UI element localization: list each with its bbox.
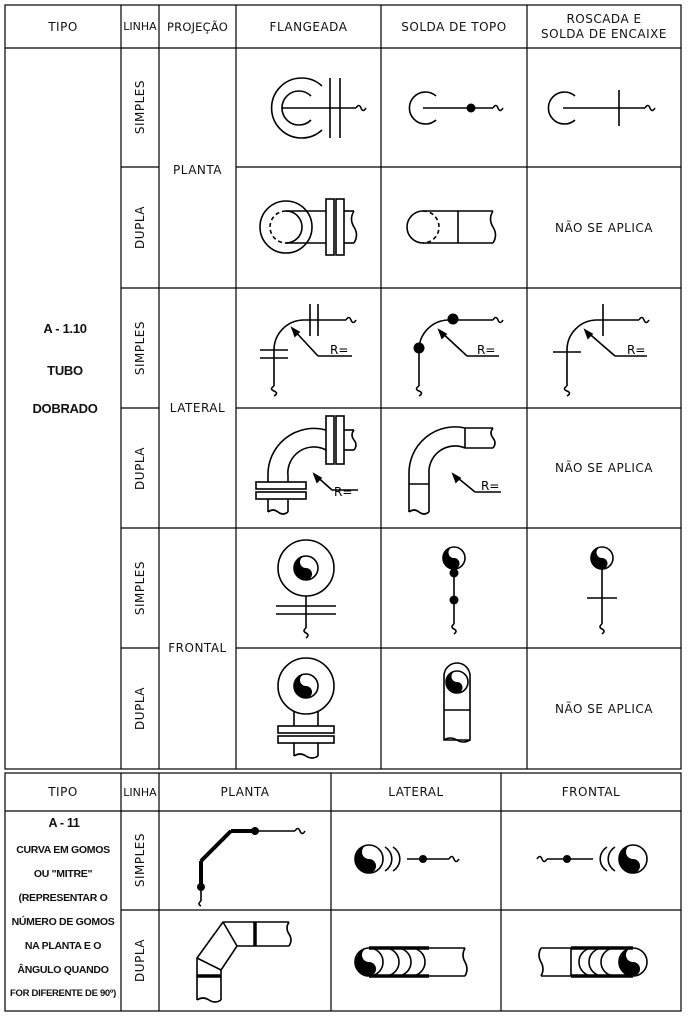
welded-side-double-symbol <box>381 408 527 528</box>
proj-planta: PLANTA <box>173 163 222 177</box>
flanged-plan-single-symbol <box>236 48 381 167</box>
linha-simples-lateral: SIMPLES <box>133 320 147 376</box>
header-solda-topo: SOLDA DE TOPO <box>401 19 507 34</box>
header-linha: LINHA <box>123 20 157 33</box>
t2-type-description <box>6 838 120 1006</box>
mitre-side-double-symbol <box>331 910 501 1011</box>
linha-dupla-lateral: DUPLA <box>133 446 147 490</box>
t2-desc-line: (REPRESENTAR O <box>18 892 108 904</box>
welded-plan-double-symbol <box>381 167 527 288</box>
radius-label: R= <box>330 343 349 357</box>
mitre-side-single-symbol <box>331 811 501 910</box>
t2-desc-line: ÂNGULO QUANDO <box>17 964 109 976</box>
mitre-front-single-symbol <box>501 811 681 910</box>
threaded-side-single-symbol <box>527 288 681 408</box>
t2-desc-line: CURVA EM GOMOS <box>16 844 110 856</box>
t2-desc-line: NÚMERO DE GOMOS <box>11 916 115 928</box>
header-roscada-line2: SOLDA DE ENCAIXE <box>541 26 667 41</box>
t2-linha-simples: SIMPLES <box>133 833 147 888</box>
t2-desc-line: OU "MITRE" <box>33 868 93 880</box>
flanged-plan-double-symbol <box>236 167 381 288</box>
linha-dupla-frontal: DUPLA <box>133 687 147 730</box>
flanged-front-double-symbol <box>236 648 381 769</box>
radius-label: R= <box>627 343 646 357</box>
t2-desc-line: FOR DIFERENTE DE 90º) <box>10 988 116 999</box>
mitre-plan-single-symbol <box>159 811 331 910</box>
radius-label: R= <box>481 479 500 493</box>
t2-header-lateral: LATERAL <box>388 785 444 799</box>
welded-side-single-symbol <box>381 288 527 408</box>
t2-header-tipo: TIPO <box>48 785 78 799</box>
header-projecao: PROJEÇÃO <box>167 19 228 34</box>
t2-linha-dupla: DUPLA <box>133 939 147 982</box>
nao-se-aplica-frontal-dupla: NÃO SE APLICA <box>554 701 653 716</box>
mitre-plan-double-symbol <box>159 910 331 1011</box>
flanged-side-single-symbol <box>236 288 381 408</box>
flanged-side-double-symbol <box>236 408 381 528</box>
threaded-front-single-symbol <box>527 528 681 648</box>
header-roscada-line1: ROSCADA E <box>566 11 642 26</box>
flanged-front-single-symbol <box>236 528 381 648</box>
type-name-line2: DOBRADO <box>32 400 98 416</box>
header-tipo: TIPO <box>48 19 78 34</box>
mitre-front-double-symbol <box>501 910 681 1011</box>
welded-plan-single-symbol <box>381 48 527 167</box>
welded-front-double-symbol <box>381 648 527 769</box>
proj-frontal: FRONTAL <box>168 641 227 655</box>
welded-front-single-symbol <box>381 528 527 648</box>
linha-simples-planta: SIMPLES <box>133 80 147 135</box>
type-code: A - 1.10 <box>43 320 87 336</box>
nao-se-aplica-lateral-dupla: NÃO SE APLICA <box>554 461 653 475</box>
t2-header-planta: PLANTA <box>220 785 270 799</box>
header-flangeada: FLANGEADA <box>269 19 348 34</box>
radius-label: R= <box>334 485 353 499</box>
nao-se-aplica-planta-dupla: NÃO SE APLICA <box>554 220 653 235</box>
linha-dupla-planta: DUPLA <box>133 206 147 249</box>
radius-label: R= <box>477 343 496 357</box>
t2-desc-line: NA PLANTA E O <box>24 940 102 952</box>
header-roscada <box>527 5 681 48</box>
type-name-line1: TUBO <box>47 362 83 378</box>
proj-lateral: LATERAL <box>169 401 226 415</box>
t2-type-code: A - 11 <box>48 816 80 830</box>
t2-header-frontal: FRONTAL <box>561 785 621 799</box>
threaded-plan-single-symbol <box>527 48 681 167</box>
linha-simples-frontal: SIMPLES <box>133 560 147 616</box>
t2-header-linha: LINHA <box>123 785 157 799</box>
